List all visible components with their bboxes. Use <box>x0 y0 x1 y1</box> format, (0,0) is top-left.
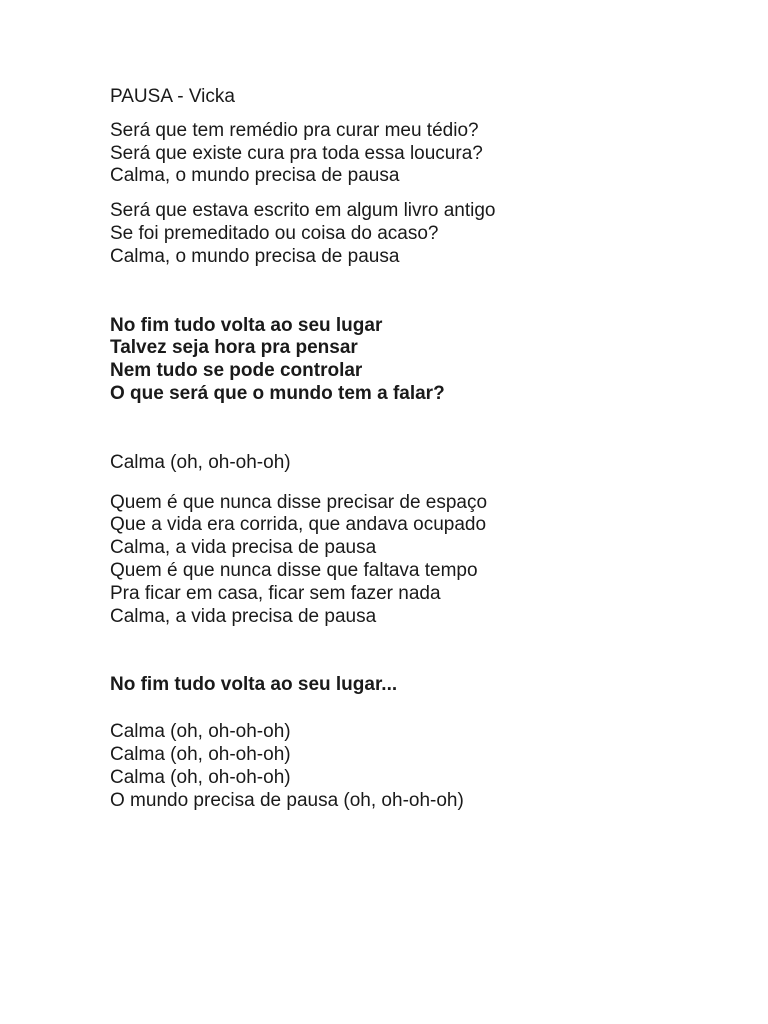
lyric-line: Calma, o mundo precisa de pausa <box>110 165 400 187</box>
lyric-line: Calma, a vida precisa de pausa <box>110 537 377 559</box>
calma-line-block <box>110 452 730 475</box>
lyric-line: Calma (oh, oh-oh-oh) <box>110 743 291 765</box>
chorus-line: No fim tudo volta ao seu lugar... <box>110 674 398 696</box>
document-title: PAUSA - Vicka <box>110 86 235 107</box>
lyric-line: Será que estava escrito em algum livro antigo <box>110 200 496 222</box>
stanza-3 <box>110 492 730 629</box>
lyric-line: Calma (oh, oh-oh-oh) <box>110 451 291 473</box>
lyric-line: Quem é que nunca disse precisar de espaço <box>110 491 488 513</box>
lyric-line: Se foi premeditado ou coisa do acaso? <box>110 222 439 244</box>
lyric-line: Pra ficar em casa, ficar sem fazer nada <box>110 582 441 604</box>
lyric-line: Será que existe cura pra toda essa loucura? <box>110 142 483 164</box>
lyric-line: Que a vida era corrida, que andava ocupado <box>110 514 487 536</box>
lyric-line: Calma, o mundo precisa de pausa <box>110 245 400 267</box>
chorus-short <box>110 674 730 697</box>
lyric-line: O mundo precisa de pausa (oh, oh-oh-oh) <box>110 789 464 811</box>
stanza-1 <box>110 120 730 188</box>
lyric-line: Será que tem remédio pra curar meu tédio? <box>110 119 479 141</box>
lyrics-document <box>110 86 730 812</box>
chorus-line: O que será que o mundo tem a falar? <box>110 382 445 404</box>
stanza-2 <box>110 200 730 268</box>
chorus-line: No fim tudo volta ao seu lugar <box>110 314 383 336</box>
outro <box>110 721 730 812</box>
chorus <box>110 315 730 406</box>
lyric-line: Calma (oh, oh-oh-oh) <box>110 721 291 743</box>
chorus-line: Nem tudo se pode controlar <box>110 360 363 382</box>
lyric-line: Calma, a vida precisa de pausa <box>110 605 377 627</box>
chorus-line: Talvez seja hora pra pensar <box>110 337 358 359</box>
lyric-line: Calma (oh, oh-oh-oh) <box>110 766 291 788</box>
lyric-line: Quem é que nunca disse que faltava tempo <box>110 559 478 581</box>
